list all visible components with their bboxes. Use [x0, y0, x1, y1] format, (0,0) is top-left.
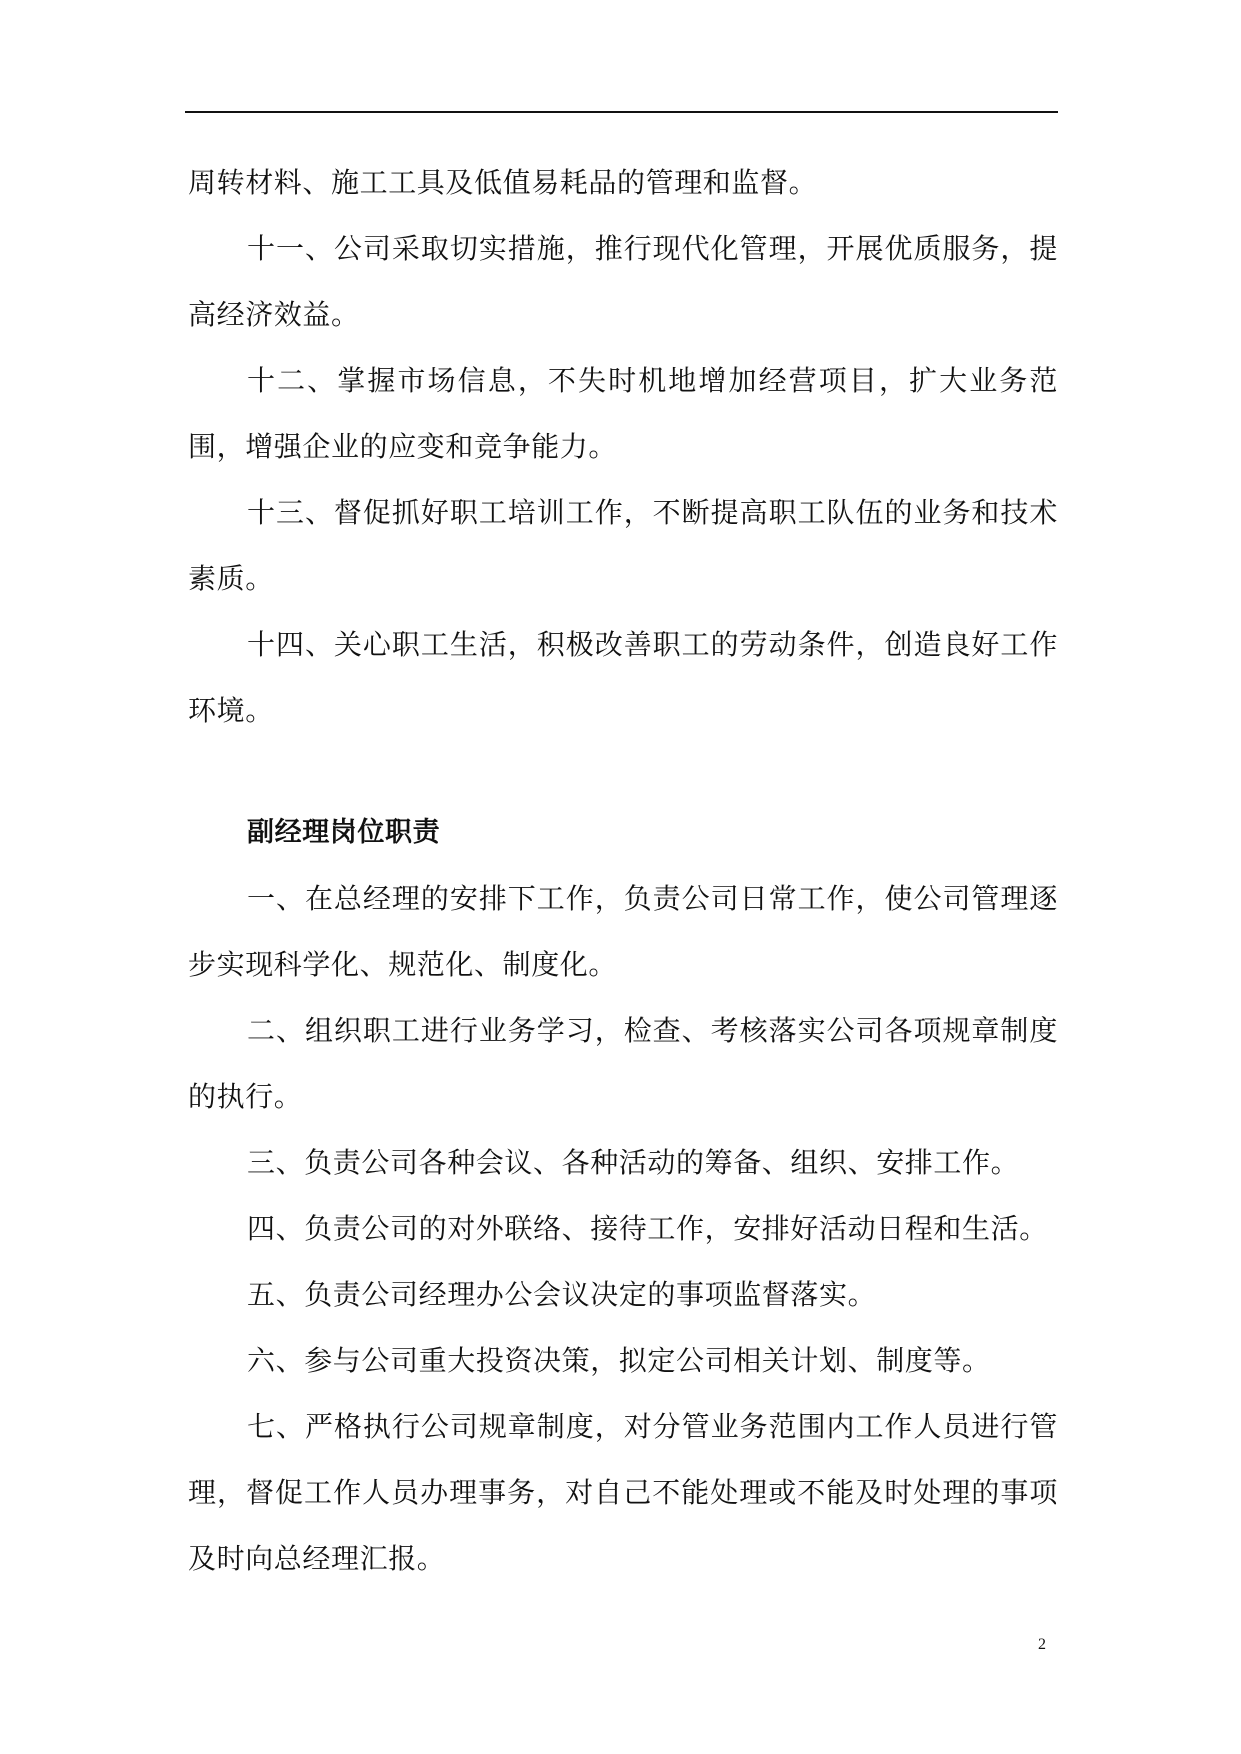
paragraph: 十二、掌握市场信息，不失时机地增加经营项目，扩大业务范围，增强企业的应变和竞争能力。: [188, 364, 1058, 463]
paragraph: 六、参与公司重大投资决策，拟定公司相关计划、制度等。: [247, 1344, 991, 1377]
header-rule: [185, 111, 1058, 113]
paragraph: 三、负责公司各种会议、各种活动的筹备、组织、安排工作。: [247, 1146, 1020, 1179]
paragraph: 十一、公司采取切实措施，推行现代化管理，开展优质服务，提高经济效益。: [188, 232, 1058, 331]
continued-text-block: [188, 150, 1058, 744]
paragraph: 十四、关心职工生活，积极改善职工的劳动条件，创造良好工作环境。: [188, 628, 1058, 727]
paragraph: 四、负责公司的对外联络、接待工作，安排好活动日程和生活。: [247, 1212, 1048, 1245]
deputy-manager-section: [188, 800, 1058, 1592]
section-title: 副经理岗位职责: [247, 817, 441, 848]
paragraph: 周转材料、施工工具及低值易耗品的管理和监督。: [188, 166, 818, 199]
paragraph: 十三、督促抓好职工培训工作，不断提高职工队伍的业务和技术素质。: [188, 496, 1058, 595]
paragraph: 五、负责公司经理办公会议决定的事项监督落实。: [247, 1278, 877, 1311]
paragraph: 七、严格执行公司规章制度，对分管业务范围内工作人员进行管理，督促工作人员办理事务，对自己不能处理或不能及时处理的事项及时向总经理汇报。: [188, 1410, 1058, 1575]
paragraph: 一、在总经理的安排下工作，负责公司日常工作，使公司管理逐步实现科学化、规范化、制度化。: [188, 882, 1058, 981]
page-number: 2: [1038, 1636, 1046, 1653]
paragraph: 二、组织职工进行业务学习，检查、考核落实公司各项规章制度的执行。: [188, 1014, 1058, 1113]
